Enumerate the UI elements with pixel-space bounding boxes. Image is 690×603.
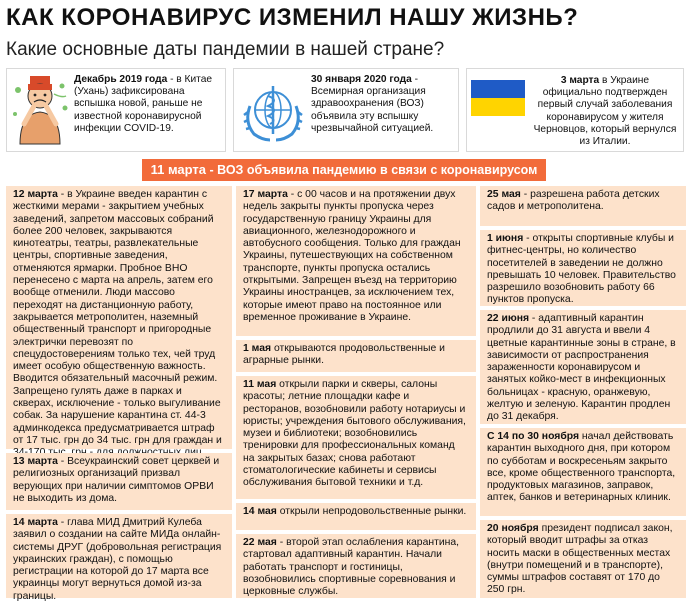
event-date: 22 июня xyxy=(487,313,530,324)
event-11-may xyxy=(236,376,476,499)
event-text: - в Украине введен карантин с жесткими мерами - закрытием учебных заведений, запретом массовых собраний более 200 человек, закрываются кинотеатры, театры, развлекательные центры, спортивные заведения, отменяются ярмарки. Пробное ВНО перенесено с марта на апрель, затем его вообще отменили. Люди массово переходят на дистанционную работу, закрывается метрополитен, наземный общественный транспорт и пригородные электрички перевозят по спецудостоверениям только тех, чей труд имеет особую общественную важность. Вводится обязательный масочный режим. Запрещено гулять даже в парках и скверах, исключение - только выгуливание собак. За нарушение карантина ст. 44-3 админкодекса предусматривается штраф от 17 тыс. грн до 34 тыс. грн для граждан и xyxy=(13,189,222,446)
event-text: начал действовать карантин выходного дня, при котором по субботам и воскресеньям закрыто все, кроме общественного транспорта, продуктовых магазинов, заправок, аптек, банков и ветеринарных клиник. xyxy=(487,431,676,504)
top-desc-march: в Украине официально подтвержден первый случай заболевания коронавирусом у жителя Черновцов, который вернулся из Италии. xyxy=(533,75,677,148)
event-date: 13 марта xyxy=(13,456,58,467)
event-date: 1 июня xyxy=(487,233,524,244)
event-text: открыли парки и скверы, салоны красоты; летние площадки кафе и ресторанов, возобновили работу нотариусы и юристы; учреждения бытового обслуживания, музеи и библиотеки; возобновились тренировки для профессиональных команд на закрытых базах; снова работают стоматологические кабинеты и сервисы обслуживания бытовой техники и т.д. xyxy=(243,379,466,489)
event-text: президент подписал закон, который вводит штрафы за отказ носить маски в общественных местах (внутри помещений и в транспорте), суммы штрафов составят от 170 до 250 грн. xyxy=(487,523,673,596)
sick-person-icon xyxy=(10,74,70,148)
event-date: С 14 по 30 ноября xyxy=(487,431,580,442)
banner-who-pandemic xyxy=(142,159,546,181)
event-date: 25 мая xyxy=(487,189,521,200)
event-12-march xyxy=(6,186,232,449)
top-text-december xyxy=(74,74,220,135)
top-text-march xyxy=(530,75,680,148)
event-20-november xyxy=(480,520,686,598)
page-subtitle: Какие основные даты пандемии в нашей стране? xyxy=(6,39,445,60)
event-text: - открыты спортивные клубы и фитнес-центры, но количество посетителей в заведении не должно превышать 10 человек. Правительство разрешило возобновить работу 66 пунктов пропуска. xyxy=(487,233,676,306)
event-1-may xyxy=(236,340,476,372)
event-date: 11 мая xyxy=(243,379,277,390)
event-1-june xyxy=(480,230,686,306)
top-text-january xyxy=(311,74,453,135)
event-date: 14 мая xyxy=(243,506,277,517)
top-date-december: Декабрь 2019 года xyxy=(74,74,168,85)
event-text: - второй этап ослабления карантина, стартовал адаптивный карантин. Начали работать транспорт и гостиницы, возобновились спортивные соревнования и церковные службы. xyxy=(243,537,460,598)
event-text: открываются продовольственные и аграрные рынки. xyxy=(243,343,445,367)
event-22-june xyxy=(480,310,686,424)
top-desc-january: - Всемирная организация здравоохранения (ВОЗ) объявила эту вспышку чрезвычайной ситуацией. xyxy=(311,74,434,134)
event-text: - с 00 часов и на протяжении двух недель закрыты пункты пропуска через государственную границу Украины для авиационного, железнодорожного и автобусного сообщения. Только для граждан Украины, путешествующих на собственном транспорте, пункты пропуска остались открытыми. Запрещен въезд на территорию Украины иностранцев, за исключением тех, которые имеют право на постоянное или временное проживание в Украине. xyxy=(243,189,461,323)
event-22-may xyxy=(236,534,476,598)
event-date: 14 марта xyxy=(13,517,58,528)
event-14-may xyxy=(236,503,476,530)
event-14-30-november xyxy=(480,428,686,516)
top-date-march: 3 марта xyxy=(560,75,600,86)
top-desc-december: - в Китае (Ухань) зафиксирована вспышка новой, раньше не известной коронавирусной инфекции COVID-19. xyxy=(74,74,213,134)
event-text: - глава МИД Дмитрий Кулеба заявил о создании на сайте МИДа онлайн-системы ДРУГ (добровольная регистрация украинских граждан), с помощью регистрации на которой до 17 марта все украинцы могут вернуться домой из-за границы. xyxy=(13,517,222,602)
ukraine-flag-icon xyxy=(471,80,525,116)
event-14-march xyxy=(6,514,232,602)
event-date: 1 мая xyxy=(243,343,272,354)
event-date: 12 марта xyxy=(13,189,58,200)
event-date: 17 марта xyxy=(243,189,288,200)
top-date-january: 30 января 2020 года xyxy=(311,74,412,85)
event-date: 20 ноября xyxy=(487,523,539,534)
event-text: - Всеукраинский совет церквей и религиозных организаций призвал верующих при наличии симптомов ОРВИ не выходить из дома. xyxy=(13,456,220,504)
event-date: 22 мая xyxy=(243,537,277,548)
event-17-march xyxy=(236,186,476,336)
banner-text: - ВОЗ объявила пандемию в связи с коронавирусом xyxy=(206,163,538,177)
event-text: открыли непродовольственные рынки. xyxy=(276,506,467,517)
event-25-may xyxy=(480,186,686,226)
event-text: - разрешена работа детских садов и метрополитена. xyxy=(487,189,660,213)
event-text: - адаптивный карантин продлили до 31 августа и ввели 4 цветные карантинные зоны в стране, в зависимости от распространения зараженности коронавирусом и занятых койко-мест в инфекционных больницах - красную, оранжевую, желтую и зеленую. Карантин продлен до 31 декабря. xyxy=(487,313,676,423)
who-emblem-icon xyxy=(240,76,306,146)
banner-date: 11 марта xyxy=(150,162,206,177)
event-13-march xyxy=(6,453,232,510)
page-title: КАК КОРОНАВИРУС ИЗМЕНИЛ НАШУ ЖИЗНЬ? xyxy=(6,4,579,31)
